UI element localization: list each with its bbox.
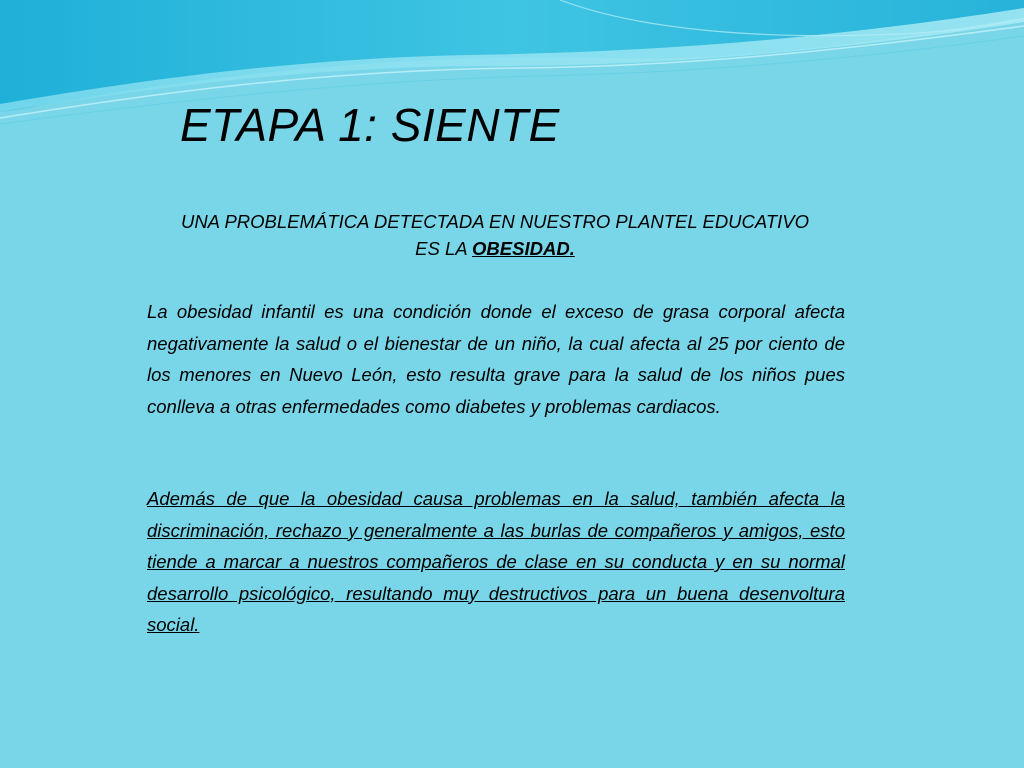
subtitle-lead: UNA PROBLEMÁTICA DETECTADA EN NUESTRO PLANTEL EDUCATIVO ES LA — [180, 211, 810, 259]
paragraph-definition: La obesidad infantil es una condición donde el exceso de grasa corporal afecta negativamente la salud o el bienestar de un niño, la cual afecta al 25 por ciento de los menores en Nuevo León, esto resulta grave para la salud de los niños pues conlleva a otras enfermedades como diabetes y problemas cardiacos. — [147, 301, 845, 417]
subtitle-emphasis: OBESIDAD. — [472, 238, 575, 259]
paragraph-social-impact: Además de que la obesidad causa problemas en la salud, también afecta la discriminación, rechazo y generalmente a las burlas de compañeros y amigos, esto tiende a marcar a nuestros compañeros de clase en su conducta y en su normal desarrollo psicológico, resultando muy destructivos para un buena desenvoltura social. — [147, 488, 845, 635]
slide-title: ETAPA 1: SIENTE — [180, 99, 560, 151]
slide-subtitle — [180, 208, 810, 262]
